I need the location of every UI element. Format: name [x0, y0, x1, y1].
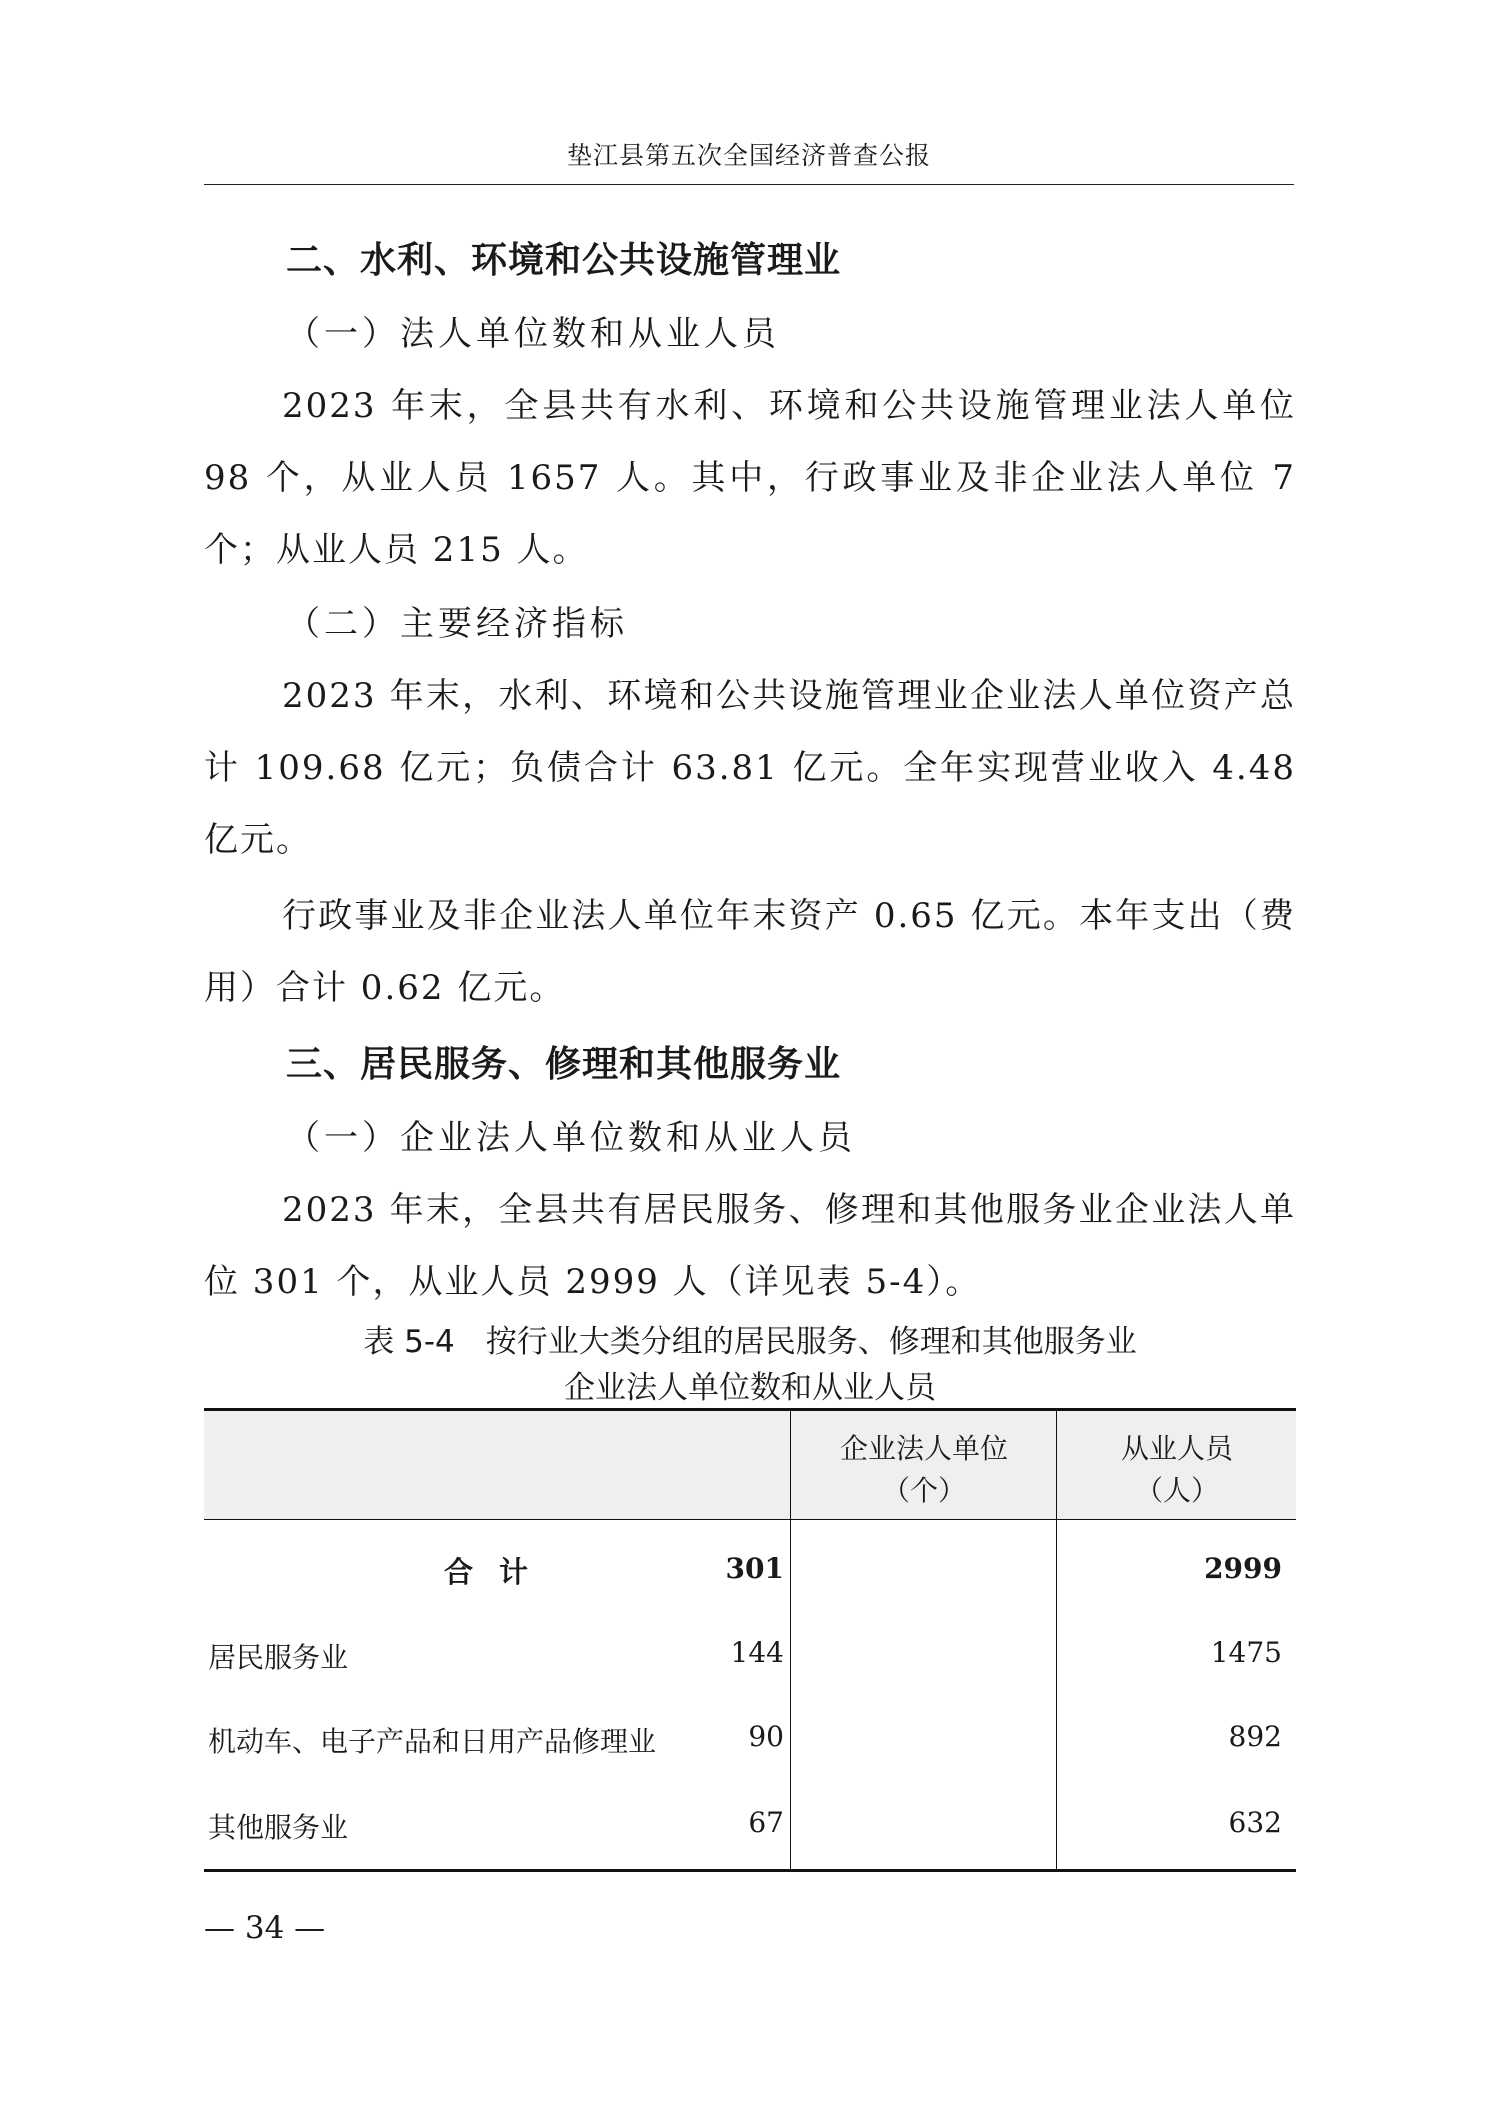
paragraph-nonenterprise-assets: 行政事业及非企业法人单位年末资产 0.65 亿元。本年支出（费用）合计 0.62 亿元。 [204, 896, 1296, 1008]
table-cell-name: 合计 [443, 1555, 554, 1589]
section-heading-water-environment: 二、水利、环境和公共设施管理业 [286, 240, 842, 281]
running-header: 垫江县第五次全国经济普查公报 [566, 141, 931, 170]
column-header-employees-unit: （人） [1134, 1474, 1219, 1507]
data-table [204, 1408, 1296, 1872]
table-cell-employees: 892 [1228, 1720, 1282, 1753]
column-header-employees-label: 从业人员 [1120, 1432, 1233, 1465]
table-cell-units: 144 [730, 1636, 784, 1669]
table-cell-name: 居民服务业 [208, 1641, 349, 1674]
table-cell-employees: 2999 [1204, 1552, 1282, 1585]
subheading-units-employees: （一）法人单位数和从业人员 [286, 314, 780, 354]
header-rule [204, 184, 1294, 185]
paragraph-units-employees: 2023 年末，全县共有水利、环境和公共设施管理业法人单位 98 个，从业人员 1657 人。其中，行政事业及非企业法人单位 7 个；从业人员 215 人。 [204, 386, 1296, 570]
table-caption-line1: 表 5-4 按行业大类分组的居民服务、修理和其他服务业 [363, 1324, 1137, 1360]
table-cell-units: 67 [748, 1806, 784, 1839]
table-cell-units: 90 [748, 1720, 784, 1753]
column-header-units [792, 1428, 1056, 1512]
column-header-units-label: 企业法人单位 [839, 1432, 1008, 1465]
column-header-units-unit: （个） [881, 1474, 966, 1507]
column-divider [1056, 1408, 1057, 1872]
page-number: — 34 — [204, 1910, 326, 1946]
table-cell-employees: 1475 [1210, 1636, 1282, 1669]
table-bottom-rule [204, 1869, 1296, 1872]
column-header-employees [1058, 1428, 1296, 1512]
table-cell-name: 其他服务业 [208, 1811, 349, 1844]
paragraph-resident-services: 2023 年末，全县共有居民服务、修理和其他服务业企业法人单位 301 个，从业人员 2999 人（详见表 5-4）。 [204, 1190, 1296, 1302]
subheading-enterprise-units: （一）企业法人单位数和从业人员 [286, 1118, 856, 1158]
table-caption-line2: 企业法人单位数和从业人员 [564, 1370, 936, 1406]
table-cell-units: 301 [725, 1552, 784, 1585]
table-cell-employees: 632 [1228, 1806, 1282, 1839]
column-divider [790, 1408, 791, 1872]
table-cell-name: 机动车、电子产品和日用产品修理业 [208, 1725, 657, 1758]
subheading-economic-indicators: （二）主要经济指标 [286, 604, 628, 644]
paragraph-enterprise-assets: 2023 年末，水利、环境和公共设施管理业企业法人单位资产总计 109.68 亿元；负债合计 63.81 亿元。全年实现营业收入 4.48 亿元。 [204, 676, 1296, 860]
section-heading-resident-services: 三、居民服务、修理和其他服务业 [286, 1044, 842, 1085]
